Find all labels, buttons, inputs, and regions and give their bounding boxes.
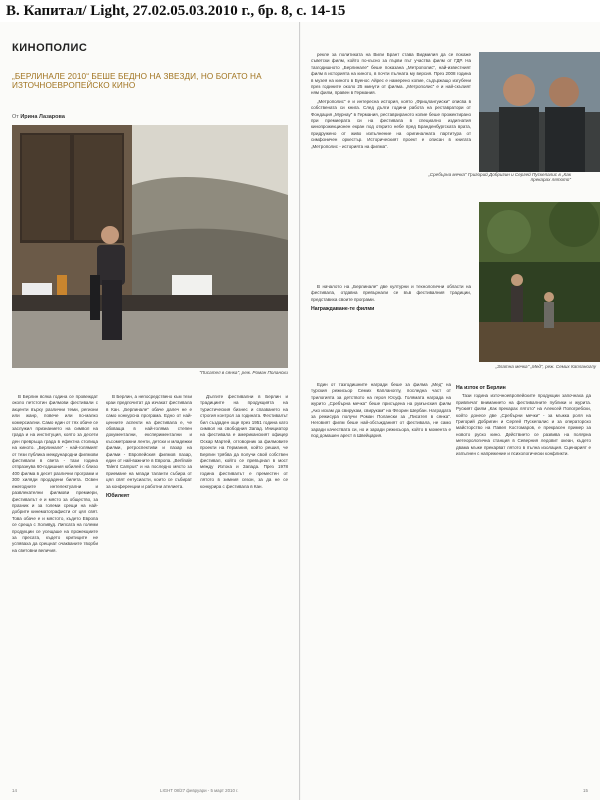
page-header: В. Капитал/ Light, 27.02.05.03.2010 г., бр. 8, с. 14-15 [6,3,346,19]
folio-right: 15 [583,788,588,793]
right-column-bottom-right [456,382,591,782]
section-label: КИНОПОЛИС [12,42,88,54]
byline [12,114,65,120]
right-page [301,22,600,800]
folio-mid: LIGHT 08/27 февруари - 5 март 2010 г. [160,788,239,793]
heading-jubilee: Юбилеят [106,493,130,500]
right-column-bottom-left [311,382,451,782]
left-column-2 [106,394,192,784]
magazine-spread [0,22,600,800]
article-subtitle: „БЕРЛИНАЛЕ 2010“ БЕШЕ БЕДНО НА ЗВЕЗДИ, НО БОГАТО НА ИЗТОЧНОЕВРОПЕЙСКО КИНО [12,72,262,90]
left-page [0,22,300,800]
left-column-1 [12,394,98,784]
right-col4-text: Един от тазгодишните награди беше за филма „Мед“ на турския режисьор Семих Капланоглу, последна част от трилогията за детството на героя Юсуф. Голямата награда на журито „Сребърна мечка“ беше присъдена на румънския филм „Ако искам да свирукам, свирукам“ на Флорин Шербан. Наградата за режисура получи Роман Полански за „Писател в сянка“. Неговият филм беше най-обсъжданият от фестивала, не само заради качествата си, но и заради режисьора, който в момента е под домашен арест в Швейцария. [311,382,451,439]
left-col2-text: В Берлин, а непосредствено към тези краи предпочитат да изчакат фестивала в Кан. „Берлинале“ обаче далеч не е само конкурсна програма. Едно от най-ценните аспекти на фестивала е, че обхваща в най-голяма степен документални, експериментални и късометражни ленти, детски и младежки филми, ретроспективи и пазар на филми - Европейския филмов пазар, един от най-важните в Европа. „Berlinale Talent Campus“ и на последно място за приемане на млади таланти събира от цял свят ентусиасти, които се събират за конференции и работни ателиета. [106,394,192,489]
byline-author: Ирина Лазарова [20,114,65,120]
heading-east: На изток от Берлин [456,385,506,391]
folio-left: 14 [12,788,17,793]
main-photo [12,125,288,368]
photo-mid-caption: „Златна мечка" „Мед", реж. Семих Капланоглу [495,364,596,369]
photo-honey [479,202,600,362]
right-col1-text: рекле за политиката на Вили Брант става Видмилия да се покаже съветски филм, който по-късно за първи път участва филм от ГДР. На тазгодишното „Берлинале“ беше показана „Метрополис“, най-известният филм в историята на киното, в почти пълната му версия. През 2008 година в музея на киното в Буенос Айрес е намерено копие, съдържащо изгубени през годините около 25 минути от филма. „Метрополис“ е и най-скъпият ням филм, правен в Германия. [311,52,471,96]
heading-awards: Награждаване-те филми [311,306,375,313]
byline-prefix: От [12,114,19,120]
right-col5-text: Тази година източноевропейските продукции започнаха да привличат вниманието на фестивалните публики и журита. Руският филм „Как прекарах лятото“ на Алексей Попогребски, който донесе две „Сребърни мечки“ - за мъжка роля на Григорий Добригин и Сергей Пускепалис и за операторско майсторство на Павел Костомаров, е прекрасен пример за новото руско кино. Действието се развива на полярна метеорологична станция в Северния ледовит океан, където двама мъже прекарват лятото в пълна изолация. Сценарият е изпълнен с напрежение и психологически конфликти. [456,393,591,457]
left-col1-text: В Берлин всяка година се провеждат около петстотин филмови фестивали с акценти върху различни теми, региони или жанр, повече или по-малко комерсиални. Само един от тях обаче се заслужил признанието на символ на града и на институция, която за десети ден превръща града в ефектна столица на киното. „Берлинале“ - най-голямият от тези публика международни филмови фестивали в света - тази година отпразнува 60-годишния юбилей с близо 400 филма в десет различни програми и 300 хиляди продадени билета. Освен ежегодните интелектуални и развлекателни филмови премиери, фестивалът е и място за общество, за празник и за големи срещи на най-добрите кинематографисти от цял свят. Това обаче е и мястото, където Европа се среща с Холивуд. Липсата на големи продукции се усещаше на прожекциите за пресата, където критиците не успяваха да срещнат очакваните творби на световни величия. [12,394,98,553]
right-column-mid [311,284,471,364]
photo-how-i-ended-this-summer [479,52,600,172]
right-col3-text: В началото на „Берлинале“ две културни и технологични области на фестивала, отдавна превърнали се във фестивалния традиции, представиха своите програми. [311,284,471,302]
left-column-3 [200,394,288,784]
right-column-top [311,52,471,282]
right-col2-text: „Метрополис“ е и интересна история, която „Фрицлангуиски“ описва в собствената си книга. След дълги години работа на реставратори от Фондация „Мурнау“ в Германия, реставрираното копие беше прожектирано при премиерата си на фестивала в специално издигнатия кинопрожекционен екран под открито небе пред Бранденбургската врата, придружено от живо изпълнение на оригиналната партитура от симфоничен оркестър. Историческият проект е описан в книгата „Метрополис - историята на филма“. [311,98,471,149]
left-col3-text: Дългите фестивални в Берлин и традициите на продукцията на туристическия бизнес и спазването на строгия контрол за годината. Фестивалът бил създаден още през 1951 година като символ на свободния Запад. Инициатор на фестивала е американският офицер Оскар Мартей, отговорник за филмовите проекти на Германия, който решил, че Берлин трябва да получи свой собствен фестивал, който се превърнал в мост между Изтока и Запада. През 1978 година фестивалът е преместен от лятото в зимния сезон, за да не се конкурира с фестивала в Кан. [200,394,288,489]
photo-top-caption: „Сребърна мечка" Григорий Добригин и Сергей Пускепалис в „Как прекарах лятото" [428,172,571,182]
main-photo-caption: "Писател в сянка", реж. Роман Полански [199,370,288,375]
